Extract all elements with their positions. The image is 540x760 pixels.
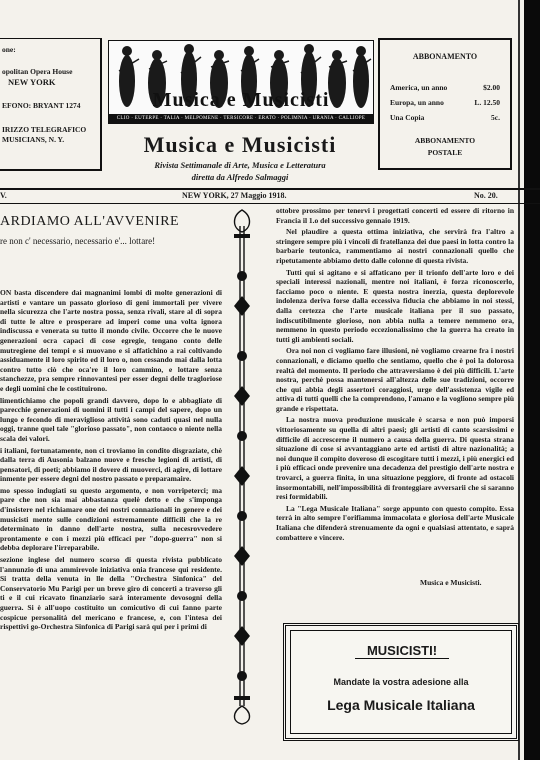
contact-line: IRIZZO TELEGRAFICO — [2, 125, 87, 134]
ad-frame — [290, 630, 512, 734]
volume-number: V. — [0, 191, 7, 200]
article-paragraph: Nel plaudire a questa ottima iniziativa, che servirà fra l'altro a stringere sempre più i vincoli di fratellanza dei due paesi in lotta contro la barbarie teutonica, rammentiamo ai nostri connazionali quello che ripetutamente abbiamo detto dalle colonne di questa rivista. — [276, 227, 514, 265]
article-paragraph: ON basta discendere dai magnanimi lombi di molte generazioni di artisti e vantare un passato glorioso di geni immortali per vivere nella sicurezza che l'arte nostra possa, senza rivali, stare al di sopra di tutte le altre e prosperare ad imperi come una volta ignora indiscussa e venerata su tutto il mondo civile. Occorre che le nuove generazioni ocra capaci di cose egregie, tengano conto delle mutregiene dei tempi e si muovano e si affatichino a rai coltivando assiduamente il loro spirito ed il loro o, non cessando mai dalla lotta contro tutto ciò che oca're il loro cammino, e lottare senza stanchezze, pra sempre rinnovantesi per esser degni delle tragloriose e degli uomini che le costituirono. — [0, 288, 222, 393]
price-value: $2.00 — [483, 83, 500, 92]
article-paragraph: La nostra nuova produzione musicale è scarsa e non può imporsi vittoriosamente su quella di altri paesi; gli artisti di canto scarsissimi e difficile di accrescerne il numero a causa della guerra. Di questa strana situazione di cose si avvantaggiano arte ed artisti di altre nazionalità; a noi dunque il compito doveroso di escogitare tutti i mezzi, i più energici ed i più efficaci onde prevenire una decadenza del prestigio dell'arte nostra e trovarci, a guerra finita, in una situazione peggiore, di fronte ad ostacoli insormontabili, nell'impossibilità di fronteggiare avversarii che si saranno resi formidabili. — [276, 415, 514, 502]
contact-line: one: — [2, 45, 16, 54]
article-headline: ARDIAMO ALL'AVVENIRE — [0, 214, 180, 229]
contact-line: opolitan Opera House — [2, 67, 73, 76]
price-row — [380, 83, 510, 92]
price-label: Europa, un anno — [390, 98, 444, 107]
contact-line: NEW YORK — [8, 77, 56, 87]
price-row — [380, 113, 510, 122]
article-paragraph: i italiani, fortunatamente, non ci troviamo in condito disgraziate, chè dalla terra di Ausonia balzano nuove e fresche legioni di artisti, di pensatori, di poeti; abbiamo il dovere di muoverci, di agire, di lottare inmente per essere degni del nostro passato e preparamaire. — [0, 445, 222, 484]
postal-label-2: POSTALE — [427, 148, 463, 157]
dateline-rule-bottom — [0, 203, 540, 204]
article-paragraph: sezione inglese del numero scorso di questa rivista pubblicato l'annunzio di una ammirevole iniziativa onia francese qui residente. Si tratta della venuta in lle della "Orchestra Sinfonica" del Conservatorio Mu Parigi per un breve giro di concerti a traverso gli ti e il cui ricavato finanziario sarà interamente devosogni della guerra. Si è all'uopo costituito un comicutivo di cui fanno parte cospicue personalità del mericano e francese, e, con l'intesa dei rispettivi go-Orchestra Sinfonica di Parigi sarà qui per i primi di — [0, 555, 222, 632]
masthead-title: Musica e Musicisti — [143, 132, 337, 157]
subscription-box — [378, 38, 512, 170]
banner-logo: Musica e Musicisti — [152, 89, 330, 111]
article-paragraph: limentichiamo che popoli grandi davvero, dopo lo e abbagliate di parecchie generazioni di uomini il tutti i campi del sapere, dopo un lungo e fecondo di meraviglioso attività sono caduti quasi nel nulla oggi, tranne quel tale "glorioso passato", non contaoco o niente nella scala dei valori. — [0, 395, 222, 443]
article-left-column — [0, 288, 222, 634]
contact-box — [0, 38, 102, 171]
muses-caption: CLIO · EUTERPE · TALIA · MELPOMENE · TERSICORE · ERATO · POLIMNIA · URANIA · CALLIOPE — [109, 114, 373, 123]
article-paragraph: La "Lega Musicale Italiana" sorge appunto con questo compito. Essa terrà in alto sempre l'orifiamma immacolata e gloriosa dell'arte Musicale Italiana che difenderà strenuamente da ogni e qualsiasi attentato, e saprà combattere e vincere. — [276, 503, 514, 542]
ad-text: Mandate la vostra adesione alla — [333, 677, 469, 687]
article-paragraph: Ora noi non ci vogliamo fare illusioni, nè vogliamo crearne fra i nostri connazionali, e diciamo quello che sentiamo, quello che è poi la dolorosa realtà del momento. Il periodo che attraversiamo è dei più difficili. L'arte nostra, perchè possa mantenersi all'altezza delle sue tradizioni, occorre che qui abbia degli assertori coraggiosi, urge dell'assistenza vigile ed attiva di tutti quelli che la comprendono, l'amano e la vogliono sempre più grande e rispettata. — [276, 346, 514, 413]
ad-title: MUSICISTI! — [355, 643, 449, 659]
masthead-director: diretta da Alfredo Salmaggi — [191, 172, 289, 182]
masthead-subtitle: Rivista Settimanale di Arte, Musica e Letteratura — [154, 160, 326, 170]
article-signature: Musica e Musicisti. — [420, 578, 482, 587]
masthead-banner — [108, 40, 374, 124]
article-right-column — [276, 206, 514, 544]
issue-date: NEW YORK, 27 Maggio 1918. — [182, 191, 287, 200]
issue-number: No. 20. — [474, 191, 498, 200]
price-row — [380, 98, 510, 107]
contact-line: MUSICIANS, N. Y. — [2, 135, 65, 144]
postal-label-1: ABBONAMENTO — [414, 136, 476, 145]
ad-headline: Lega Musicale Italiana — [327, 697, 475, 713]
price-label: Una Copia — [390, 113, 425, 122]
price-label: America, un anno — [390, 83, 448, 92]
page-edge-shadow — [524, 0, 540, 760]
subscription-title: ABBONAMENTO — [412, 52, 478, 61]
lega-advertisement — [283, 623, 519, 741]
article-paragraph: ottobre prossimo per tenervi i progettati concerti ed essere di ritorno in Francia il 1.o del successivo gennaio 1919. — [276, 206, 514, 225]
price-value: 5c. — [491, 113, 500, 122]
article-paragraph: mo spesso indugiati su questo argomento, e non vorripeterci; ma pare che non sia mai abbastanza quelè detto e che s'imponga d'insistere nel richiamare one dei nostri connazionali in genere e dei musicisti mente sulle condizioni estremamente difficili che la re determinato in danno dell'arte nostra, sulla necesrovvedere prontamente e con i mezzi più efficaci per "dopo-guerra" non si debba deplorare l'irreparabile. — [0, 485, 222, 553]
article-paragraph: Tutti qui si agitano e si affaticano per il trionfo dell'arte loro e dei speciali interessi nazionali, mentre noi italiani, è forza riconoscerlo, facciamo poco o niente. E questa nostra inerzia, questa deplorevole indolenza deriva forse dalla eccessiva fiducia che abbiamo in noi stessi, dalla certezza che l'arte musicale italiana per il suo passato, indiscutibilmente glorioso, non abbia nulla a temere nemmeno ora, nemmeno in questo periodo eccezionalissimo che la guerra ha creato in tutti gli ambienti sociali. — [276, 267, 514, 344]
dateline-rule-top — [0, 188, 540, 190]
contact-line: EFONO: BRYANT 1274 — [2, 101, 81, 110]
ornamental-divider — [228, 206, 256, 726]
article-subhead: re non c' necessario, necessario e'... lottare! — [0, 236, 156, 246]
price-value: L. 12.50 — [474, 98, 500, 107]
